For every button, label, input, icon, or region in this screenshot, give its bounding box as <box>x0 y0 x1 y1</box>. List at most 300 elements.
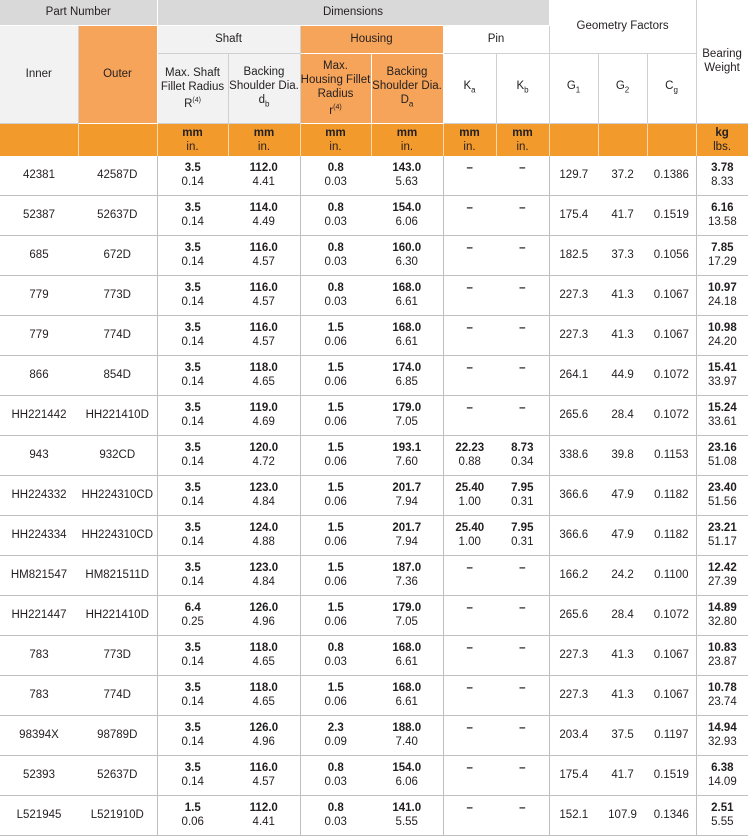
ka-cell <box>443 235 496 275</box>
g2-cell: 47.9 <box>598 515 647 555</box>
r-cell <box>157 395 228 435</box>
g2-cell: 37.3 <box>598 235 647 275</box>
da-metric: 141.0 <box>392 802 422 814</box>
shaft-header: Shaft <box>157 25 300 53</box>
rh-cell <box>300 156 371 196</box>
w-imperial: 51.56 <box>707 496 737 508</box>
da-imperial: 7.05 <box>395 416 418 428</box>
ka-metric: 25.40 <box>455 482 485 494</box>
g1-cell: 338.6 <box>549 435 598 475</box>
kb-metric: – <box>519 242 526 254</box>
w-imperial: 27.39 <box>707 576 737 588</box>
w-imperial: 23.87 <box>707 656 737 668</box>
r-imperial: 0.25 <box>181 616 204 628</box>
db-metric: 118.0 <box>249 642 278 654</box>
da-cell <box>371 595 443 635</box>
kb-cell <box>496 195 549 235</box>
w-imperial: 14.09 <box>707 776 737 788</box>
w-metric: 23.16 <box>707 442 737 454</box>
r-cell <box>157 595 228 635</box>
da-metric: 174.0 <box>392 362 422 374</box>
cg-cell: 0.1386 <box>647 156 696 196</box>
g2-cell: 28.4 <box>598 595 647 635</box>
g1-cell: 265.6 <box>549 395 598 435</box>
r-imperial: 0.14 <box>181 576 204 588</box>
g2-cell: 39.8 <box>598 435 647 475</box>
da-imperial: 7.36 <box>395 576 418 588</box>
w-cell <box>696 515 748 555</box>
w-metric: 14.89 <box>707 602 737 614</box>
kb-imperial <box>496 775 549 789</box>
rh-cell <box>300 755 371 795</box>
r-metric: 3.5 <box>184 322 201 334</box>
ka-metric: – <box>466 322 473 334</box>
db-cell <box>228 355 300 395</box>
da-imperial: 6.61 <box>395 296 418 308</box>
w-metric: 6.38 <box>711 762 734 774</box>
ka-cell <box>443 156 496 196</box>
rh-cell <box>300 435 371 475</box>
db-cell <box>228 755 300 795</box>
ka-metric: – <box>466 762 473 774</box>
db-imperial: 4.41 <box>252 816 275 828</box>
g1-cell: 129.7 <box>549 156 598 196</box>
r-metric: 3.5 <box>184 722 201 734</box>
g1-cell: 366.6 <box>549 475 598 515</box>
table-row <box>0 795 748 835</box>
db-imperial: 4.84 <box>252 576 275 588</box>
db-cell <box>228 195 300 235</box>
rh-imperial: 0.03 <box>324 256 347 268</box>
db-cell <box>228 475 300 515</box>
w-imperial: 17.29 <box>707 256 737 268</box>
r-imperial: 0.14 <box>181 416 204 428</box>
cg-cell: 0.1197 <box>647 715 696 755</box>
w-cell <box>696 195 748 235</box>
kb-metric: – <box>519 722 526 734</box>
r-metric: 6.4 <box>184 602 201 614</box>
w-cell <box>696 235 748 275</box>
da-metric: 168.0 <box>392 322 422 334</box>
kb-metric: – <box>519 602 526 614</box>
rh-imperial: 0.06 <box>324 376 347 388</box>
db-metric: 116.0 <box>249 322 278 334</box>
ka-cell <box>443 555 496 595</box>
cg-cell: 0.1346 <box>647 795 696 835</box>
da-metric: 168.0 <box>392 282 422 294</box>
r-cell <box>157 195 228 235</box>
db-cell <box>228 715 300 755</box>
outer-cell: HH224310CD <box>78 515 157 555</box>
w-imperial: 24.20 <box>707 336 737 348</box>
da-imperial: 5.63 <box>395 176 418 188</box>
kb-imperial <box>496 255 549 269</box>
w-metric: 10.78 <box>707 682 737 694</box>
g2-cell: 107.9 <box>598 795 647 835</box>
w-metric: 2.51 <box>711 802 734 814</box>
w-imperial: 24.18 <box>707 296 737 308</box>
inner-cell: 783 <box>0 635 78 675</box>
ka-cell <box>443 675 496 715</box>
db-metric: 120.0 <box>249 442 279 454</box>
da-metric: 179.0 <box>392 402 422 414</box>
g1-header: $G_1$ <box>549 53 598 123</box>
da-metric: 143.0 <box>392 162 422 174</box>
r-metric: 3.5 <box>184 682 201 694</box>
table-row <box>0 755 748 795</box>
db-metric: 114.0 <box>249 202 278 214</box>
db-imperial: 4.88 <box>252 536 275 548</box>
ka-imperial <box>444 775 497 789</box>
r-metric: 3.5 <box>184 482 201 494</box>
r-cell <box>157 275 228 315</box>
w-imperial: 23.74 <box>707 696 737 708</box>
kb-cell <box>496 715 549 755</box>
housing-fillet-header: Max. Housing Fillet Radius $r^{(4)}$ <box>300 53 371 123</box>
inner-cell: 943 <box>0 435 78 475</box>
r-cell <box>157 315 228 355</box>
g2-cell: 47.9 <box>598 475 647 515</box>
rh-imperial: 0.09 <box>324 736 347 748</box>
da-cell <box>371 635 443 675</box>
ka-imperial <box>444 815 497 829</box>
rh-metric: 2.3 <box>327 722 344 734</box>
kb-metric: – <box>519 642 526 654</box>
w-imperial: 33.97 <box>707 376 737 388</box>
inner-cell: HH224332 <box>0 475 78 515</box>
kb-imperial <box>496 295 549 309</box>
kb-cell <box>496 755 549 795</box>
kb-cell <box>496 795 549 835</box>
w-imperial: 32.93 <box>707 736 737 748</box>
dimensions-header: Dimensions <box>157 0 549 25</box>
kb-metric: – <box>519 802 526 814</box>
db-metric: 116.0 <box>249 762 278 774</box>
kb-imperial: 0.31 <box>511 496 534 508</box>
g2-cell: 41.7 <box>598 195 647 235</box>
da-metric: 168.0 <box>392 682 422 694</box>
kb-metric: – <box>519 762 526 774</box>
table-row <box>0 395 748 435</box>
inner-cell: 98394X <box>0 715 78 755</box>
w-cell <box>696 315 748 355</box>
kb-imperial <box>496 615 549 629</box>
g2-cell: 41.3 <box>598 275 647 315</box>
db-imperial: 4.84 <box>252 496 275 508</box>
ka-cell <box>443 315 496 355</box>
inner-header: Inner <box>0 25 78 123</box>
table-body <box>0 156 748 836</box>
ka-imperial <box>444 215 497 229</box>
da-metric: 154.0 <box>392 202 422 214</box>
kb-metric: – <box>519 162 526 174</box>
rh-cell <box>300 715 371 755</box>
r-imperial: 0.14 <box>181 696 204 708</box>
db-imperial: 4.57 <box>252 296 275 308</box>
rh-metric: 1.5 <box>327 482 344 494</box>
outer-cell: HH221410D <box>78 595 157 635</box>
r-cell <box>157 156 228 196</box>
da-metric: 193.1 <box>392 442 422 454</box>
db-imperial: 4.65 <box>252 376 275 388</box>
ka-imperial <box>444 255 497 269</box>
db-cell <box>228 235 300 275</box>
db-imperial: 4.57 <box>252 256 275 268</box>
outer-cell: 42587D <box>78 156 157 196</box>
rh-metric: 0.8 <box>327 242 344 254</box>
g1-cell: 166.2 <box>549 555 598 595</box>
rh-imperial: 0.06 <box>324 576 347 588</box>
kb-imperial <box>496 735 549 749</box>
kb-cell <box>496 555 549 595</box>
db-imperial: 4.41 <box>252 176 275 188</box>
w-cell <box>696 275 748 315</box>
da-metric: 179.0 <box>392 602 422 614</box>
da-cell <box>371 395 443 435</box>
w-metric: 12.42 <box>707 562 737 574</box>
g2-cell: 37.5 <box>598 715 647 755</box>
r-metric: 3.5 <box>184 522 201 534</box>
rh-metric: 1.5 <box>327 362 344 374</box>
inner-cell: 779 <box>0 315 78 355</box>
g1-cell: 182.5 <box>549 235 598 275</box>
kb-metric: – <box>519 202 526 214</box>
rh-metric: 1.5 <box>327 322 344 334</box>
da-metric: 154.0 <box>392 762 422 774</box>
kb-imperial <box>496 815 549 829</box>
db-imperial: 4.57 <box>252 776 275 788</box>
kb-metric: 7.95 <box>511 522 534 534</box>
da-imperial: 6.06 <box>395 216 418 228</box>
rh-imperial: 0.03 <box>324 776 347 788</box>
da-imperial: 7.94 <box>395 496 418 508</box>
outer-cell: 932CD <box>78 435 157 475</box>
inner-cell: 866 <box>0 355 78 395</box>
ka-header: $K_a$ <box>443 53 496 123</box>
da-imperial: 7.40 <box>395 736 418 748</box>
ka-metric: – <box>466 282 473 294</box>
cg-cell: 0.1072 <box>647 595 696 635</box>
outer-cell: L521910D <box>78 795 157 835</box>
geometry-factors-header: Geometry Factors <box>549 0 696 53</box>
da-cell <box>371 755 443 795</box>
g2-header: $G_2$ <box>598 53 647 123</box>
outer-header: Outer <box>78 25 157 123</box>
w-cell <box>696 555 748 595</box>
da-imperial: 6.30 <box>395 256 418 268</box>
cg-cell: 0.1067 <box>647 275 696 315</box>
rh-imperial: 0.03 <box>324 656 347 668</box>
inner-cell: HH221447 <box>0 595 78 635</box>
rh-metric: 0.8 <box>327 202 344 214</box>
r-metric: 3.5 <box>184 202 201 214</box>
cg-cell: 0.1072 <box>647 395 696 435</box>
r-cell <box>157 355 228 395</box>
table-row <box>0 635 748 675</box>
rh-metric: 0.8 <box>327 762 344 774</box>
cg-cell: 0.1182 <box>647 475 696 515</box>
r-cell <box>157 555 228 595</box>
kb-imperial <box>496 695 549 709</box>
w-metric: 23.21 <box>707 522 737 534</box>
rh-imperial: 0.06 <box>324 616 347 628</box>
ka-metric: – <box>466 242 473 254</box>
g1-cell: 227.3 <box>549 635 598 675</box>
db-cell <box>228 315 300 355</box>
da-imperial: 6.06 <box>395 776 418 788</box>
shaft-fillet-header: Max. Shaft Fillet Radius $R^{(4)}$ <box>157 53 228 123</box>
r-imperial: 0.14 <box>181 456 204 468</box>
ka-imperial <box>444 295 497 309</box>
db-cell <box>228 435 300 475</box>
ka-imperial <box>444 655 497 669</box>
kb-imperial <box>496 375 549 389</box>
inner-cell: L521945 <box>0 795 78 835</box>
r-imperial: 0.14 <box>181 376 204 388</box>
r-metric: 3.5 <box>184 762 201 774</box>
table-row <box>0 355 748 395</box>
db-metric: 126.0 <box>249 602 279 614</box>
kb-cell <box>496 315 549 355</box>
inner-cell: 783 <box>0 675 78 715</box>
rh-imperial: 0.03 <box>324 296 347 308</box>
r-metric: 3.5 <box>184 642 201 654</box>
rh-cell <box>300 235 371 275</box>
db-imperial: 4.69 <box>252 416 275 428</box>
inner-cell: HM821547 <box>0 555 78 595</box>
da-cell <box>371 795 443 835</box>
g2-cell: 41.7 <box>598 755 647 795</box>
ka-cell <box>443 475 496 515</box>
r-metric: 3.5 <box>184 162 201 174</box>
w-imperial: 13.58 <box>707 216 737 228</box>
g1-cell: 175.4 <box>549 195 598 235</box>
w-imperial: 51.17 <box>707 536 737 548</box>
cg-cell: 0.1519 <box>647 195 696 235</box>
r-metric: 3.5 <box>184 282 201 294</box>
w-cell <box>696 435 748 475</box>
w-metric: 10.83 <box>707 642 737 654</box>
da-cell <box>371 195 443 235</box>
db-metric: 118.0 <box>249 682 278 694</box>
da-imperial: 6.61 <box>395 656 418 668</box>
unit-cell: mm in. <box>228 123 300 156</box>
g1-cell: 203.4 <box>549 715 598 755</box>
housing-header: Housing <box>300 25 443 53</box>
ka-metric: – <box>466 682 473 694</box>
outer-cell: 774D <box>78 675 157 715</box>
unit-cell-empty <box>647 123 696 156</box>
ka-imperial <box>444 175 497 189</box>
ka-cell <box>443 515 496 555</box>
rh-imperial: 0.06 <box>324 496 347 508</box>
db-cell <box>228 515 300 555</box>
w-imperial: 32.80 <box>707 616 737 628</box>
table-row <box>0 555 748 595</box>
r-imperial: 0.06 <box>181 816 204 828</box>
rh-cell <box>300 395 371 435</box>
unit-cell: kg lbs. <box>696 123 748 156</box>
ka-imperial: 1.00 <box>458 496 481 508</box>
rh-imperial: 0.06 <box>324 416 347 428</box>
kb-cell <box>496 595 549 635</box>
db-imperial: 4.72 <box>252 456 275 468</box>
r-metric: 1.5 <box>184 802 201 814</box>
r-cell <box>157 715 228 755</box>
ka-cell <box>443 755 496 795</box>
da-imperial: 5.55 <box>395 816 418 828</box>
g1-cell: 227.3 <box>549 675 598 715</box>
outer-cell: 773D <box>78 275 157 315</box>
db-cell <box>228 635 300 675</box>
w-metric: 23.40 <box>707 482 737 494</box>
table-row <box>0 156 748 196</box>
da-cell <box>371 315 443 355</box>
kb-metric: – <box>519 682 526 694</box>
rh-cell <box>300 315 371 355</box>
kb-imperial: 0.31 <box>511 536 534 548</box>
rh-metric: 0.8 <box>327 642 344 654</box>
db-metric: 124.0 <box>249 522 279 534</box>
db-cell <box>228 395 300 435</box>
rh-metric: 1.5 <box>327 682 344 694</box>
cg-cell: 0.1067 <box>647 315 696 355</box>
db-metric: 112.0 <box>249 162 278 174</box>
outer-cell: HM821511D <box>78 555 157 595</box>
db-metric: 118.0 <box>249 362 278 374</box>
db-imperial: 4.49 <box>252 216 275 228</box>
outer-cell: 773D <box>78 635 157 675</box>
r-cell <box>157 755 228 795</box>
kb-metric: – <box>519 402 526 414</box>
db-metric: 112.0 <box>249 802 278 814</box>
housing-backing-header: Backing Shoulder Dia. $D_a$ <box>371 53 443 123</box>
kb-metric: – <box>519 562 526 574</box>
r-metric: 3.5 <box>184 402 201 414</box>
da-cell <box>371 475 443 515</box>
w-metric: 7.85 <box>711 242 734 254</box>
w-cell <box>696 795 748 835</box>
units-row <box>0 123 748 156</box>
g1-cell: 265.6 <box>549 595 598 635</box>
da-metric: 160.0 <box>392 242 422 254</box>
db-imperial: 4.96 <box>252 616 275 628</box>
table-row <box>0 675 748 715</box>
ka-cell <box>443 275 496 315</box>
w-imperial: 51.08 <box>707 456 737 468</box>
table-row <box>0 195 748 235</box>
g2-cell: 28.4 <box>598 395 647 435</box>
ka-imperial <box>444 695 497 709</box>
kb-cell <box>496 235 549 275</box>
da-cell <box>371 355 443 395</box>
kb-cell <box>496 675 549 715</box>
g2-cell: 24.2 <box>598 555 647 595</box>
inner-cell: HH224334 <box>0 515 78 555</box>
w-cell <box>696 395 748 435</box>
ka-metric: – <box>466 402 473 414</box>
db-metric: 126.0 <box>249 722 279 734</box>
r-imperial: 0.14 <box>181 776 204 788</box>
outer-cell: 672D <box>78 235 157 275</box>
pin-header: Pin <box>443 25 549 53</box>
w-imperial: 8.33 <box>711 176 734 188</box>
ka-cell <box>443 635 496 675</box>
unit-cell-empty <box>0 123 78 156</box>
ka-cell <box>443 395 496 435</box>
rh-cell <box>300 515 371 555</box>
db-imperial: 4.65 <box>252 656 275 668</box>
